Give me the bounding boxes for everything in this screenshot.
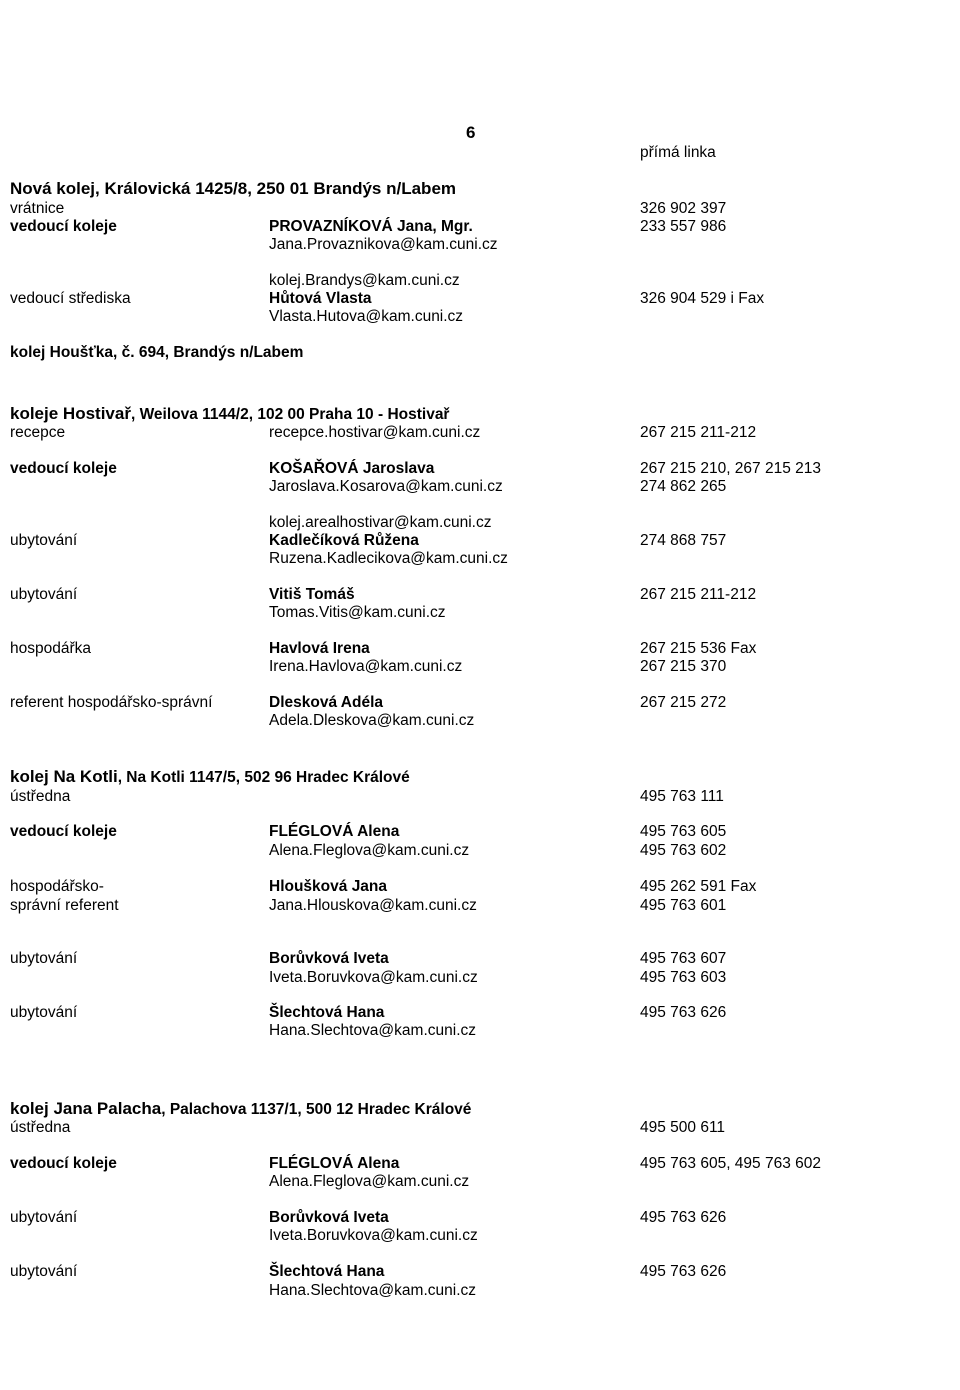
- email-link[interactable]: Alena.Fleglova@kam.cuni.cz: [269, 1173, 470, 1190]
- row-label: vedoucí koleje: [10, 1155, 117, 1172]
- row-label: ubytování: [10, 586, 78, 603]
- row-label: ubytování: [10, 950, 78, 967]
- email-link[interactable]: Jana.Provaznikova@kam.cuni.cz: [269, 236, 498, 253]
- row-label: vrátnice: [10, 200, 65, 217]
- phone-number: 326 904 529 i Fax: [640, 290, 765, 307]
- section-title-jana-palacha: [10, 1100, 471, 1119]
- person-name: Dlesková Adéla: [269, 694, 384, 711]
- row-label: ubytování: [10, 1209, 78, 1226]
- row-label: ubytování: [10, 1004, 78, 1021]
- email-link[interactable]: Hana.Slechtova@kam.cuni.cz: [269, 1022, 476, 1039]
- section-title-main: kolej Na Kotli: [10, 767, 118, 786]
- phone-number: 495 763 626: [640, 1263, 727, 1280]
- phone-number: 274 862 265: [640, 478, 727, 495]
- phone-number: 267 215 536 Fax: [640, 640, 757, 657]
- phone-number: 495 763 626: [640, 1004, 727, 1021]
- phone-number: 267 215 211-212: [640, 424, 757, 441]
- column-header-direct-line: přímá linka: [640, 144, 716, 161]
- section-title-address: , Na Kotli 1147/5, 502 96 Hradec Králové: [117, 769, 410, 786]
- row-label: ústředna: [10, 788, 71, 805]
- person-name: Hůtová Vlasta: [269, 290, 372, 307]
- row-label: vedoucí koleje: [10, 218, 117, 235]
- phone-number: 495 763 607: [640, 950, 727, 967]
- row-label: hospodářsko-: [10, 878, 104, 895]
- person-name: PROVAZNÍKOVÁ Jana, Mgr.: [269, 218, 473, 235]
- row-label: ubytování: [10, 1263, 78, 1280]
- person-name: Šlechtová Hana: [269, 1004, 385, 1021]
- person-name: Borůvková Iveta: [269, 1209, 389, 1226]
- row-label: správní referent: [10, 897, 119, 914]
- phone-number: 233 557 986: [640, 218, 727, 235]
- row-label: vedoucí koleje: [10, 823, 117, 840]
- email-link[interactable]: Iveta.Boruvkova@kam.cuni.cz: [269, 969, 478, 986]
- person-name: Šlechtová Hana: [269, 1263, 385, 1280]
- section-title-na-kotli: [10, 768, 410, 787]
- email-link[interactable]: kolej.arealhostivar@kam.cuni.cz: [269, 514, 492, 531]
- person-name: FLÉGLOVÁ Alena: [269, 1155, 400, 1172]
- email-link[interactable]: Iveta.Boruvkova@kam.cuni.cz: [269, 1227, 478, 1244]
- phone-number: 495 262 591 Fax: [640, 878, 757, 895]
- section-title-main: kolej Jana Palacha: [10, 1099, 162, 1118]
- phone-number: 326 902 397: [640, 200, 727, 217]
- phone-number: 274 868 757: [640, 532, 727, 549]
- row-label: vedoucí koleje: [10, 460, 117, 477]
- email-link[interactable]: Alena.Fleglova@kam.cuni.cz: [269, 842, 470, 859]
- section-title-hostivar: [10, 405, 449, 424]
- row-label: hospodářka: [10, 640, 92, 657]
- phone-number: 495 763 601: [640, 897, 727, 914]
- person-name: Vitiš Tomáš: [269, 586, 355, 603]
- page-number: 6: [466, 123, 476, 142]
- email-link[interactable]: Jaroslava.Kosarova@kam.cuni.cz: [269, 478, 503, 495]
- email-link[interactable]: Adela.Dleskova@kam.cuni.cz: [269, 712, 475, 729]
- section-title-address: , Weilova 1144/2, 102 00 Praha 10 - Hostivař: [130, 406, 450, 423]
- phone-number: 495 500 611: [640, 1119, 726, 1136]
- person-name: FLÉGLOVÁ Alena: [269, 823, 400, 840]
- person-name: KOŠAŘOVÁ Jaroslava: [269, 460, 435, 477]
- phone-number: 495 763 111: [640, 788, 724, 805]
- phone-number: 495 763 626: [640, 1209, 727, 1226]
- email-link[interactable]: kolej.Brandys@kam.cuni.cz: [269, 272, 460, 289]
- phone-number: 495 763 605, 495 763 602: [640, 1155, 822, 1172]
- email-link[interactable]: Irena.Havlova@kam.cuni.cz: [269, 658, 463, 675]
- row-label: ubytování: [10, 532, 78, 549]
- phone-number: 495 763 605: [640, 823, 727, 840]
- email-link[interactable]: Vlasta.Hutova@kam.cuni.cz: [269, 308, 464, 325]
- phone-number: 267 215 210, 267 215 213: [640, 460, 822, 477]
- email-link[interactable]: Tomas.Vitis@kam.cuni.cz: [269, 604, 446, 621]
- phone-number: 267 215 370: [640, 658, 727, 675]
- person-name: Havlová Irena: [269, 640, 370, 657]
- row-label: recepce: [10, 424, 66, 441]
- phone-number: 267 215 211-212: [640, 586, 757, 603]
- phone-number: 495 763 603: [640, 969, 727, 986]
- person-name: Borůvková Iveta: [269, 950, 389, 967]
- person-name: Hloušková Jana: [269, 878, 388, 895]
- section-title-houstka: kolej Houšťka, č. 694, Brandýs n/Labem: [10, 344, 304, 361]
- row-label: referent hospodářsko-správní: [10, 694, 213, 711]
- person-name: Kadlečíková Růžena: [269, 532, 419, 549]
- email-link[interactable]: recepce.hostivar@kam.cuni.cz: [269, 424, 481, 441]
- row-label: ústředna: [10, 1119, 71, 1136]
- section-title-nova-kolej: Nová kolej, Královická 1425/8, 250 01 Brandýs n/Labem: [10, 179, 457, 198]
- section-title-main: koleje Hostivař: [10, 404, 131, 423]
- row-label: vedoucí střediska: [10, 290, 131, 307]
- email-link[interactable]: Jana.Hlouskova@kam.cuni.cz: [269, 897, 477, 914]
- email-link[interactable]: Hana.Slechtova@kam.cuni.cz: [269, 1282, 476, 1299]
- phone-number: 267 215 272: [640, 694, 727, 711]
- email-link[interactable]: Ruzena.Kadlecikova@kam.cuni.cz: [269, 550, 508, 567]
- section-title-address: , Palachova 1137/1, 500 12 Hradec Králové: [161, 1101, 472, 1118]
- phone-number: 495 763 602: [640, 842, 727, 859]
